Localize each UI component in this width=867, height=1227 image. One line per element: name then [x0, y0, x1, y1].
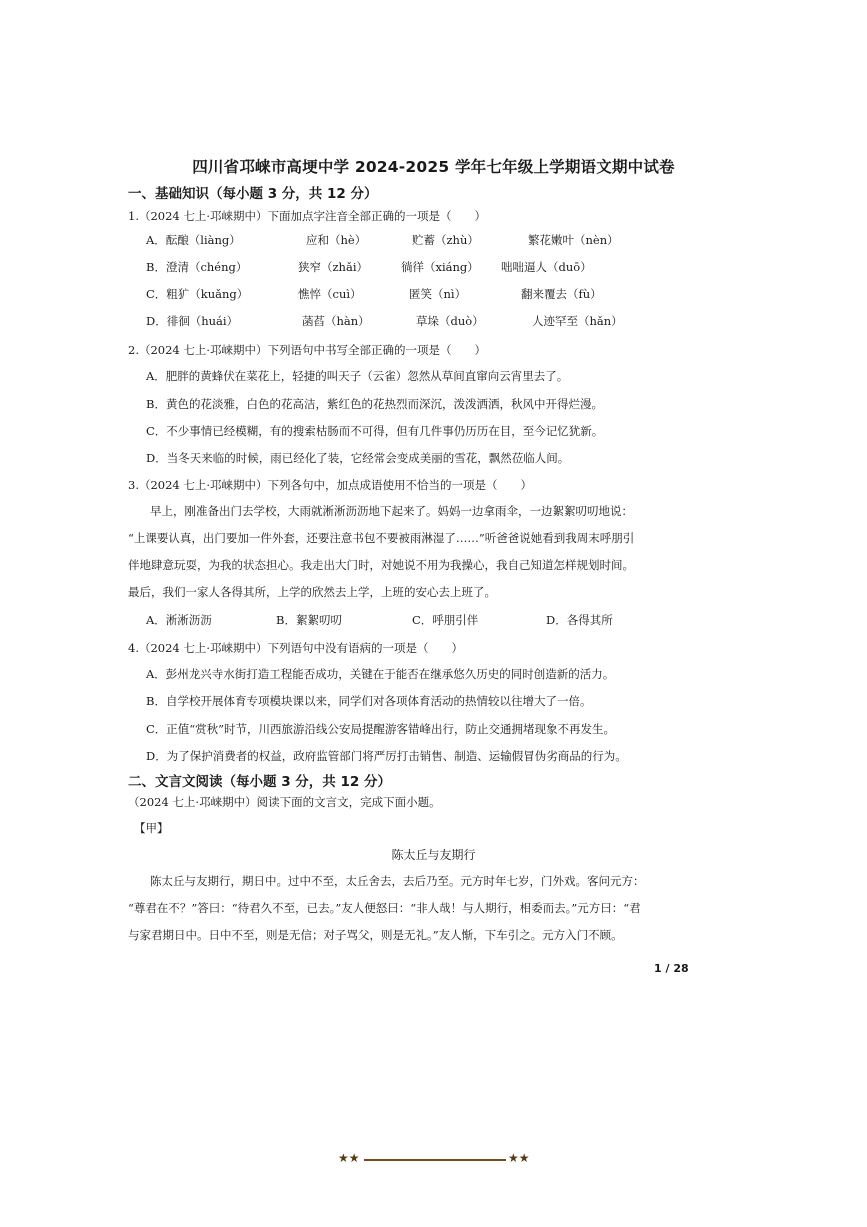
q3-options	[146, 612, 706, 628]
q4-option-a: A．彭州龙兴寺水街打造工程能否成功，关键在于能否在继承悠久历史的同时创造新的活力。	[146, 667, 615, 681]
question-2-stem: 2.（2024 七上·邛崃期中）下列语句中书写全部正确的一项是（ ）	[128, 343, 487, 357]
q2-option-a: A．肥胖的黄蜂伏在菜花上，轻捷的叫天子（云雀）忽然从草间直窜向云宵里去了。	[146, 369, 569, 383]
footer-ornament	[338, 1153, 533, 1167]
q1-option-b	[146, 259, 706, 275]
q2-option-c: C．不少事情已经模糊，有的搜索枯肠而不可得，但有几件事仍历历在目，至今记忆犹新。	[146, 424, 604, 438]
passage-line-2: “尊君在不？”答曰：“待君久不至，已去。”友人便怒曰：“非人哉！与人期行，相委而去。”元方曰：“君	[128, 901, 641, 915]
star-icon: ★★	[508, 1151, 530, 1165]
q1-d-3: 草垛（duò）	[416, 314, 484, 328]
q3-para-line-4: 最后，我们一家人各得其所，上学的欣然去上学，上班的安心去上班了。	[128, 585, 496, 599]
q1-d-4: 人迹罕至（hǎn）	[532, 314, 623, 328]
passage-line-3: 与家君期日中。日中不至，则是无信；对子骂父，则是无礼。”友人惭，下车引之。元方入门不顾。	[128, 928, 623, 942]
q3-para-line-2: “上课要认真，出门要加一件外套，还要注意书包不要被雨淋湿了……”听爸爸说她看到我周末呼朋引	[128, 531, 635, 545]
q1-d-1: D．徘徊（huái）	[146, 314, 239, 328]
section-2-heading: 二、文言文阅读（每小题 3 分，共 12 分）	[128, 774, 391, 790]
star-icon: ★★	[338, 1151, 360, 1165]
q2-option-b: B．黄色的花淡雅，白色的花高洁，紫红色的花热烈而深沉，泼泼洒洒，秋风中开得烂漫。	[146, 397, 603, 411]
q4-option-d: D．为了保护消费者的权益，政府监管部门将严厉打击销售、制造、运输假冒伪劣商品的行为。	[146, 749, 627, 763]
q3-option-a: A．淅淅沥沥	[146, 613, 212, 627]
q1-option-d	[146, 313, 706, 329]
question-4-stem: 4.（2024 七上·邛崃期中）下列语句中没有语病的一项是（ ）	[128, 641, 464, 655]
passage-jia-label: 【甲】	[134, 821, 169, 835]
q4-option-b: B．自学校开展体育专项模块课以来，同学们对各项体育活动的热情较以往增大了一倍。	[146, 694, 592, 708]
q1-option-a	[146, 232, 706, 248]
section-2-intro: （2024 七上·邛崃期中）阅读下面的文言文，完成下面小题。	[128, 795, 441, 809]
q1-a-3: 贮蓄（zhù）	[412, 233, 479, 247]
question-3-stem: 3.（2024 七上·邛崃期中）下列各句中，加点成语使用不恰当的一项是（ ）	[128, 478, 533, 492]
page-title: 四川省邛崃市高埂中学 2024-2025 学年七年级上学期语文期中试卷	[192, 158, 675, 176]
q1-b-4: 咄咄逼人（duō）	[501, 260, 592, 274]
q4-option-c: C．正值“赏秋”时节，川西旅游沿线公安局提醒游客错峰出行，防止交通拥堵现象不再发生。	[146, 722, 616, 736]
q3-para-line-3: 伴地肆意玩耍，为我的状态担心。我走出大门时，对她说不用为我操心，我自己知道怎样规划时间。	[128, 558, 634, 572]
q3-para-line-1: 早上，刚准备出门去学校，大雨就淅淅沥沥地下起来了。妈妈一边拿雨伞，一边絮絮叨叨地说：	[150, 504, 633, 518]
q3-option-c: C．呼朋引伴	[412, 613, 479, 627]
footer-rule	[364, 1159, 506, 1161]
q1-b-3: 徜徉（xiáng）	[401, 260, 479, 274]
page-number: 1 / 28	[654, 962, 689, 975]
q1-option-c	[146, 286, 706, 302]
q1-c-3: 匿笑（nì）	[409, 287, 467, 301]
q1-a-2: 应和（hè）	[306, 233, 367, 247]
q1-d-2: 菡萏（hàn）	[302, 314, 370, 328]
q1-a-4: 繁花嫩叶（nèn）	[528, 233, 619, 247]
q1-a-1: A．酝酿（liàng）	[146, 233, 241, 247]
passage-line-1: 陈太丘与友期行，期日中。过中不至，太丘舍去，去后乃至。元方时年七岁，门外戏。客问元方：	[150, 874, 645, 888]
q1-c-1: C．粗犷（kuǎng）	[146, 287, 249, 301]
question-1-stem: 1.（2024 七上·邛崃期中）下面加点字注音全部正确的一项是（ ）	[128, 209, 487, 223]
q1-b-2: 狭窄（zhǎi）	[298, 260, 368, 274]
q1-c-2: 憔悴（cuì）	[298, 287, 362, 301]
q1-c-4: 翻来覆去（fù）	[521, 287, 602, 301]
section-1-heading: 一、基础知识（每小题 3 分，共 12 分）	[128, 186, 378, 202]
q2-option-d: D．当冬天来临的时候，雨已经化了装，它经常会变成美丽的雪花，飘然莅临人间。	[146, 451, 570, 465]
q3-option-d: D．各得其所	[546, 613, 613, 627]
q3-option-b: B．絮絮叨叨	[276, 613, 342, 627]
q1-b-1: B．澄清（chéng）	[146, 260, 248, 274]
passage-title: 陈太丘与友期行	[391, 848, 476, 862]
